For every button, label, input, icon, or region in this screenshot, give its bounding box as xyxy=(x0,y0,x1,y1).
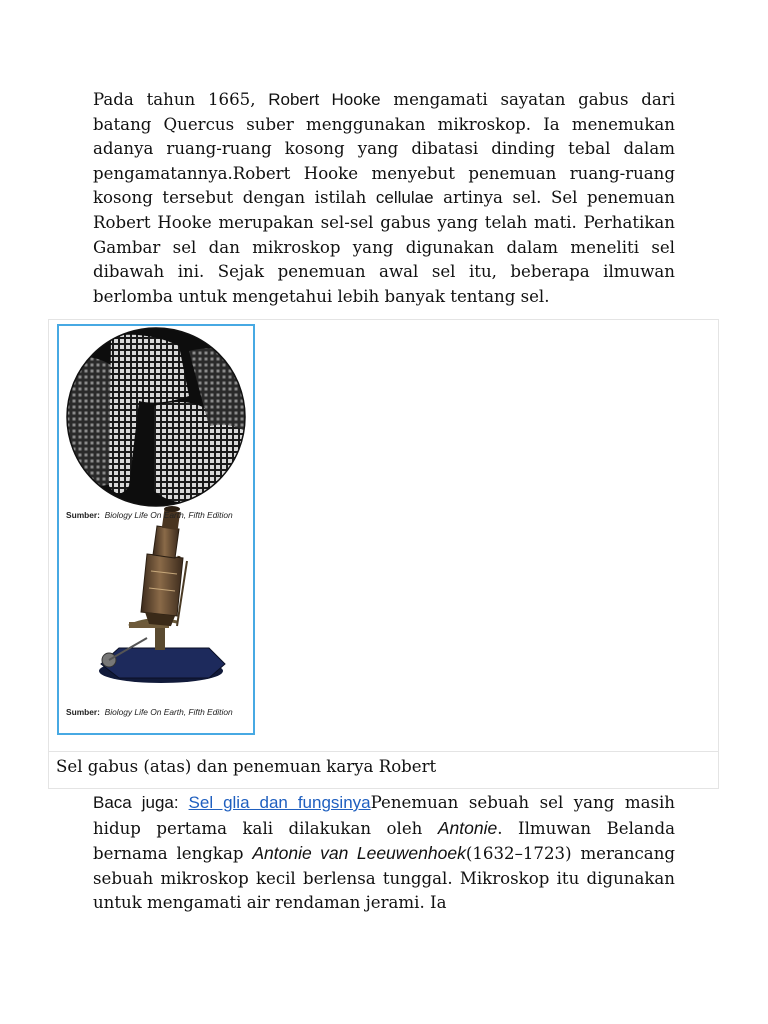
figure-caption: Sel gabus (atas) dan penemuan karya Robert xyxy=(56,757,437,776)
cellulae-term: cellulae xyxy=(375,188,434,208)
source-label-2: Sumber: xyxy=(66,707,100,717)
figure-divider xyxy=(49,751,718,752)
source-label-1: Sumber: xyxy=(66,510,100,520)
sel-glia-link[interactable]: Sel glia dan fungsinya xyxy=(188,793,371,812)
leeuwenhoek-name: Antonie van Leeuwenhoek xyxy=(252,843,466,864)
microscope-image xyxy=(99,506,225,683)
source-note-1 xyxy=(66,510,233,520)
source-text-2: Biology Life On Earth, Fifth Edition xyxy=(104,707,233,717)
figure-box xyxy=(48,319,719,789)
cork-cells-image xyxy=(59,326,253,516)
source-note-2 xyxy=(66,707,246,717)
para2-text2: . Ilmuwan Belanda bernama lengkap xyxy=(93,818,675,864)
antonie-name: Antonie xyxy=(437,817,498,838)
see-also-lead: Baca juga: xyxy=(93,793,189,812)
source-text-1: Biology Life On Earth, Fifth Edition xyxy=(104,510,233,520)
second-paragraph xyxy=(93,791,675,916)
robert-hooke-name: Robert Hooke xyxy=(268,90,381,109)
para2-text1: Penemuan sebuah sel yang masih hidup pertama kali dilakukan oleh xyxy=(93,793,675,838)
para1-pre: Pada tahun 1665, xyxy=(93,90,269,109)
figure-illustrations xyxy=(59,326,253,733)
intro-paragraph xyxy=(93,88,675,309)
para2-text3: (1632–1723) merancang sebuah mikroskop kecil berlensa tunggal. Mikroskop itu digunakan untuk mengamati air rendaman jerami. Ia xyxy=(93,844,676,913)
para1-post: artinya sel. Sel penemuan Robert Hooke merupakan sel-sel gabus yang telah mati. Perhatikan Gambar sel dan mikroskop yang digunakan dalam meneliti sel dibawah ini. Sejak penemuan awal sel itu, beberapa ilmuwan berlomba untuk mengetahui lebih banyak tentang sel. xyxy=(93,188,675,306)
figure-image-frame xyxy=(57,324,255,735)
para1-mid: mengamati sayatan gabus dari batang Quercus suber menggunakan mikroskop. Ia menemukan adanya ruang-ruang kosong yang dibatasi dinding tebal dalam pengamatannya.Robert Hooke menyebut penemuan ruang-ruang kosong tersebut dengan istilah xyxy=(93,90,676,208)
